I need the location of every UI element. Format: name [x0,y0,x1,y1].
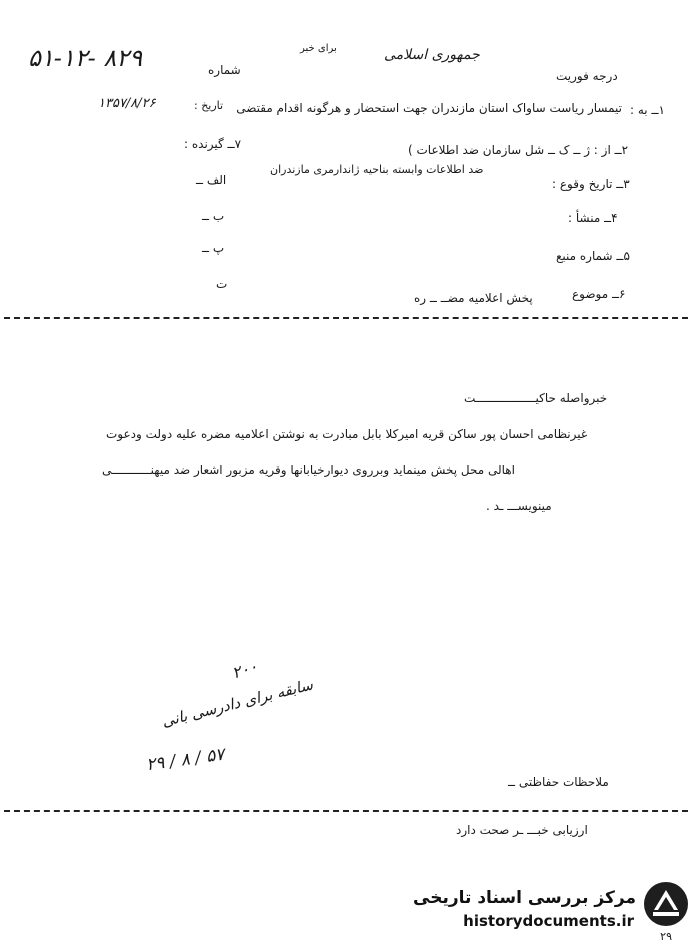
protection-notes: ملاحظات حفاظتی ــ [508,775,609,789]
field-sub-from: ضد اطلاعات وابسته بناحیه ژاندارمری مازندران [270,163,484,176]
handwritten-note: سابقه برای دادرسی بانی [160,675,315,731]
evaluation-text: ارزیابی خبـــ ـر صحت دارد [456,823,588,837]
archive-logo-icon [642,880,690,928]
field-to-value: تیمسار ریاست ساواک استان مازندران جهت استحضار و هرگونه اقدام مقتضی [236,101,622,115]
field-from: ۲ــ از : ژ ــ ک ــ شل سازمان ضد اطلاعات ) [408,143,629,157]
top-note: برای خبر [300,43,337,54]
stamp-text: جمهوری اسلامی [384,47,480,63]
document-number: ۵۱-۱۲- ۸۲۹ [28,44,143,72]
watermark-title: مرکز بررسی اسناد تاریخی [413,888,636,908]
field-date-value: ۱۳۵۷/۸/۲۶ [98,96,156,111]
body-line-2: اهالی محل پخش مینماید وبرروی دیوارخیابانها وقریه مزبور اشعار ضد میهنـــــــــــی [102,463,515,477]
field-date-label: تاریخ : [194,99,224,112]
priority-label: درجه فوریت [556,69,618,83]
field-subject-label: ۶ــ موضوع [572,287,626,301]
handwritten-signature: ۲۰۰ [229,656,260,683]
field-event-date: ۳ــ تاریخ وقوع : [552,177,630,191]
field-te: ت [216,277,228,291]
body-line-3: مینویســـ ـد . [486,499,552,513]
number-label: شماره [208,63,241,77]
divider-bottom [4,810,688,812]
body-line-1: غیرنظامی احسان پور ساکن قریه امیرکلا بابل مبادرت به نوشتن اعلامیه مضره علیه دولت ودعوت [106,427,588,441]
field-be: ب ــ [202,209,225,223]
field-subject-value: پخش اعلامیه مضــ ــ ره [414,291,533,305]
field-pe: پ ــ [202,241,225,255]
field-alef: الف ــ [196,173,227,187]
divider-top [4,317,688,319]
field-recipients: ۷ــ گیرنده : [184,137,242,151]
field-source-no: ۵ــ شماره منبع [556,249,630,263]
field-to-label: ۱ــ به : [630,103,665,117]
page-number: ۲۹ [660,930,672,943]
watermark-url: historydocuments.ir [463,912,634,930]
body-opening: خبرواصله حاکیـــــــــــــــــت [464,391,608,405]
field-origin: ۴ــ منشأ : [568,211,618,225]
handwritten-date: ۲۹ / ۸ / ۵۷ [144,744,226,776]
